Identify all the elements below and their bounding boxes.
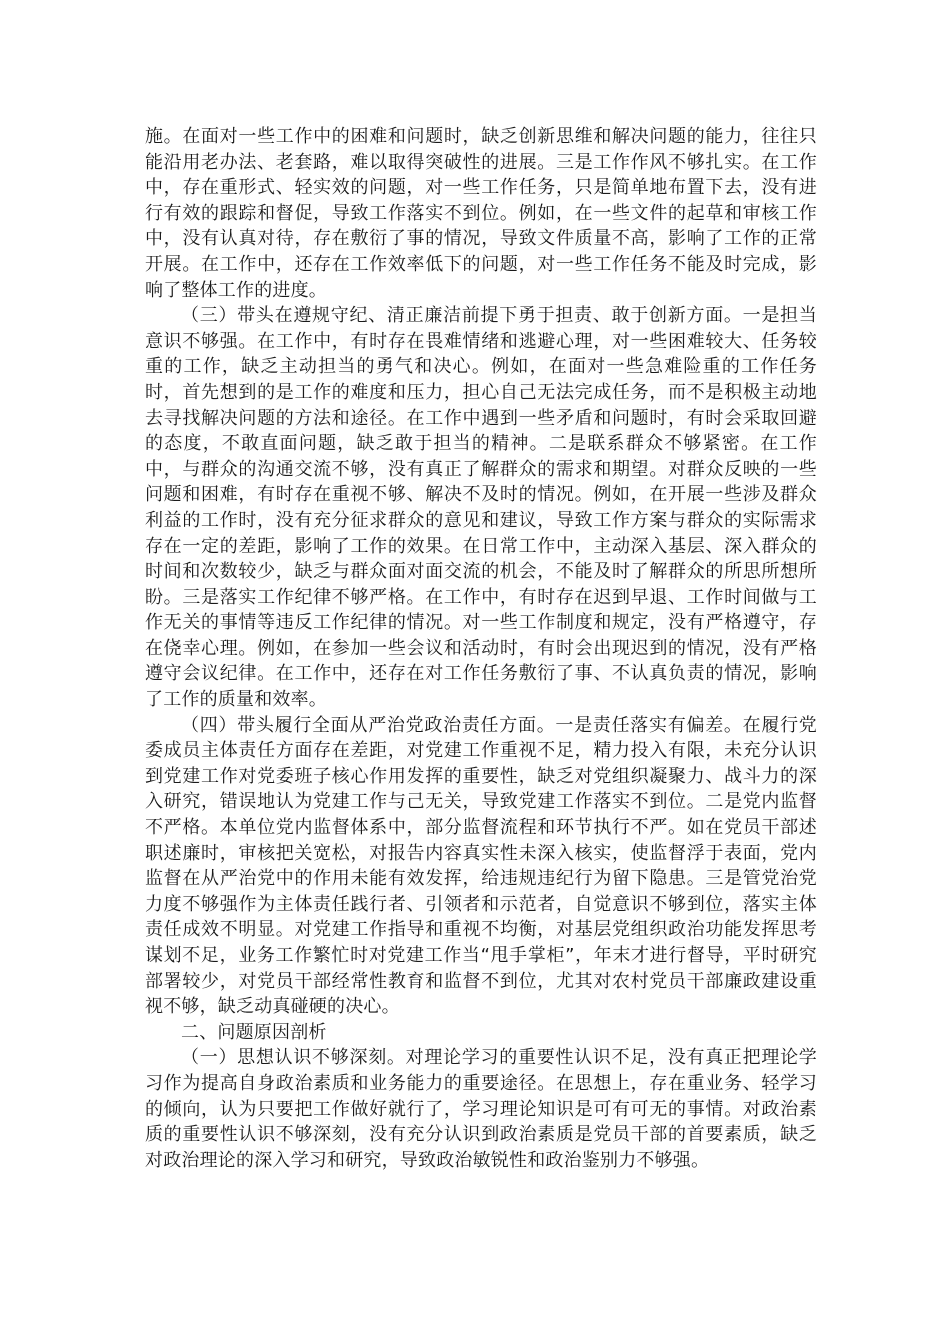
paragraph-work-style: 施。在面对一些工作中的困难和问题时，缺乏创新思维和解决问题的能力，往往只能沿用老办法、老套路，难以取得突破性的进展。三是工作作风不够扎实。在工作中，存在重形式、轻实效的问题，对一些工作任务，只是简单地布置下去，没有进行有效的跟踪和督促，导致工作落实不到位。例如，在一些文件的起草和审核工作中，没有认真对待，存在敷衍了事的情况，导致文件质量不高，影响了工作的正常开展。在工作中，还存在工作效率低下的问题，对一些工作任务不能及时完成，影响了整体工作的进度。 (145, 126, 817, 301)
paragraph-section-three: （三）带头在遵规守纪、清正廉洁前提下勇于担责、敢于创新方面。一是担当意识不够强。在工作中，有时存在畏难情绪和逃避心理，对一些困难较大、任务较重的工作，缺乏主动担当的勇气和决心。例如，在面对一些急难险重的工作任务时，首先想到的是工作的难度和压力，担心自己无法完成任务，而不是积极主动地去寻找解决问题的方法和途径。在工作中遇到一些矛盾和问题时，有时会采取回避的态度，不敢直面问题，缺乏敢于担当的精神。二是联系群众不够紧密。在工作中，与群众的沟通交流不够，没有真正了解群众的需求和期望。对群众反映的一些问题和困难，有时存在重视不够、解决不及时的情况。例如，在开展一些涉及群众利益的工作时，没有充分征求群众的意见和建议，导致工作方案与群众的实际需求存在一定的差距，影响了工作的效果。在日常工作中，主动深入基层、深入群众的时间和次数较少，缺乏与群众面对面交流的机会，不能及时了解群众的所思所想所盼。三是落实工作纪律不够严格。在工作中，有时存在迟到早退、工作时间做与工作无关的事情等违反工作纪律的情况。对一些工作制度和规定，没有严格遵守，存在侥幸心理。例如，在参加一些会议和活动时，有时会出现迟到的情况，没有严格遵守会议纪律。在工作中，还存在对工作任务敷衍了事、不认真负责的情况，影响了工作的质量和效率。 (145, 305, 817, 711)
section-heading-cause-analysis: 二、问题原因剖析 (181, 1021, 327, 1043)
document-body (145, 124, 817, 1173)
paragraph-section-four: （四）带头履行全面从严治党政治责任方面。一是责任落实有偏差。在履行党委成员主体责任方面存在差距，对党建工作重视不足，精力投入有限，未充分认识到党建工作对党委班子核心作用发挥的重要性，缺乏对党组织凝聚力、战斗力的深入研究，错误地认为党建工作与己无关，导致党建工作落实不到位。二是党内监督不严格。本单位党内监督体系中，部分监督流程和环节执行不严。如在党员干部述职述廉时，审核把关宽松，对报告内容真实性未深入核实，使监督浮于表面，党内监督在从严治党中的作用未能有效发挥，给违规违纪行为留下隐患。三是管党治党力度不够强作为主体责任践行者、引领者和示范者，自觉意识不够到位，落实主体责任成效不明显。对党建工作指导和重视不均衡，对基层党组织政治功能发挥思考谋划不足，业务工作繁忙时对党建工作当“甩手掌柜”，年末才进行督导，平时研究部署较少，对党员干部经常性教育和监督不到位，尤其对农村党员干部廉政建设重视不够，缺乏动真碰硬的决心。 (145, 714, 817, 1018)
paragraph-cause-one: （一）思想认识不够深刻。对理论学习的重要性认识不足，没有真正把理论学习作为提高自身政治素质和业务能力的重要途径。在思想上，存在重业务、轻学习的倾向，认为只要把工作做好就行了，学习理论知识是可有可无的事情。对政治素质的重要性认识不够深刻，没有充分认识到政治素质是党员干部的首要素质，缺乏对政治理论的深入学习和研究，导致政治敏锐性和政治鉴别力不够强。 (145, 1047, 817, 1171)
